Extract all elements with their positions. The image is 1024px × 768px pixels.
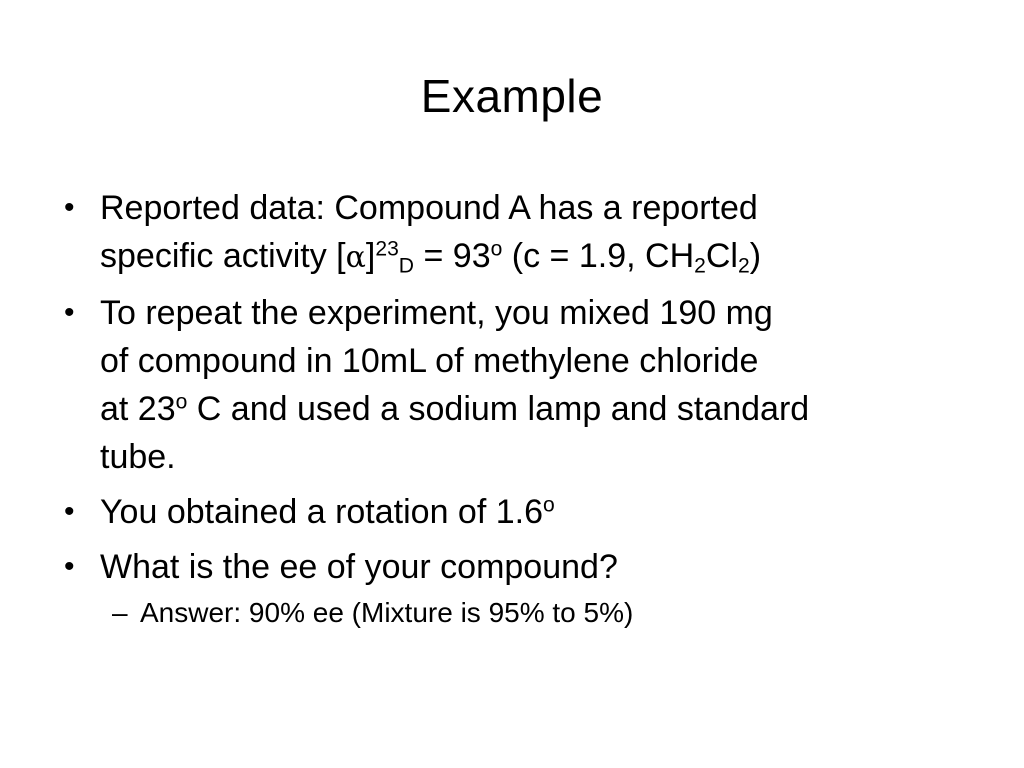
answer-text: Answer: 90% ee (Mixture is 95% to 5%) [140,597,634,628]
bullet-text-line: of compound in 10mL of methylene chloride [100,342,759,380]
bullet-text: What is the ee of your compound? [100,548,618,586]
bullet-dot-icon: • [64,495,75,528]
concentration-text: (c = 1.9, CH [502,237,695,275]
bracket-close: ] [365,237,376,275]
rotation-value: = 93 [414,237,491,275]
bullet-dot-icon: • [64,550,75,583]
bullet-text-line: at 23 [100,390,176,428]
formula-subscript: 2 [737,254,750,278]
close-paren: ) [749,237,762,275]
bullet-text-line: C and used a sodium lamp and standard [187,390,810,428]
bullet-list [60,184,990,640]
bullet-experiment [60,289,990,481]
bullet-rotation [60,488,990,536]
sodium-d-subscript: D [398,254,415,278]
bullet-text-line: tube. [100,438,176,476]
temperature-superscript: 23 [375,237,399,261]
dash-icon: – [112,597,128,628]
bullet-text-line: To repeat the experiment, you mixed 190 mg [100,294,773,332]
bullet-text-line: specific activity [ [100,237,346,275]
sub-bullet-answer [60,593,990,633]
bullet-reported-data [60,184,990,282]
degree-superscript: o [543,493,555,517]
degree-superscript: o [175,390,188,414]
degree-superscript: o [490,237,503,261]
bullet-question [60,543,990,633]
bullet-dot-icon: • [64,296,75,329]
formula-cl: Cl [705,237,738,275]
bullet-text: You obtained a rotation of 1.6 [100,493,543,531]
alpha-symbol: α [345,240,366,275]
slide-title: Example [420,70,604,122]
bullet-text-line: Reported data: Compound A has a reported [100,189,758,227]
formula-subscript: 2 [694,254,706,278]
bullet-dot-icon: • [64,191,75,224]
